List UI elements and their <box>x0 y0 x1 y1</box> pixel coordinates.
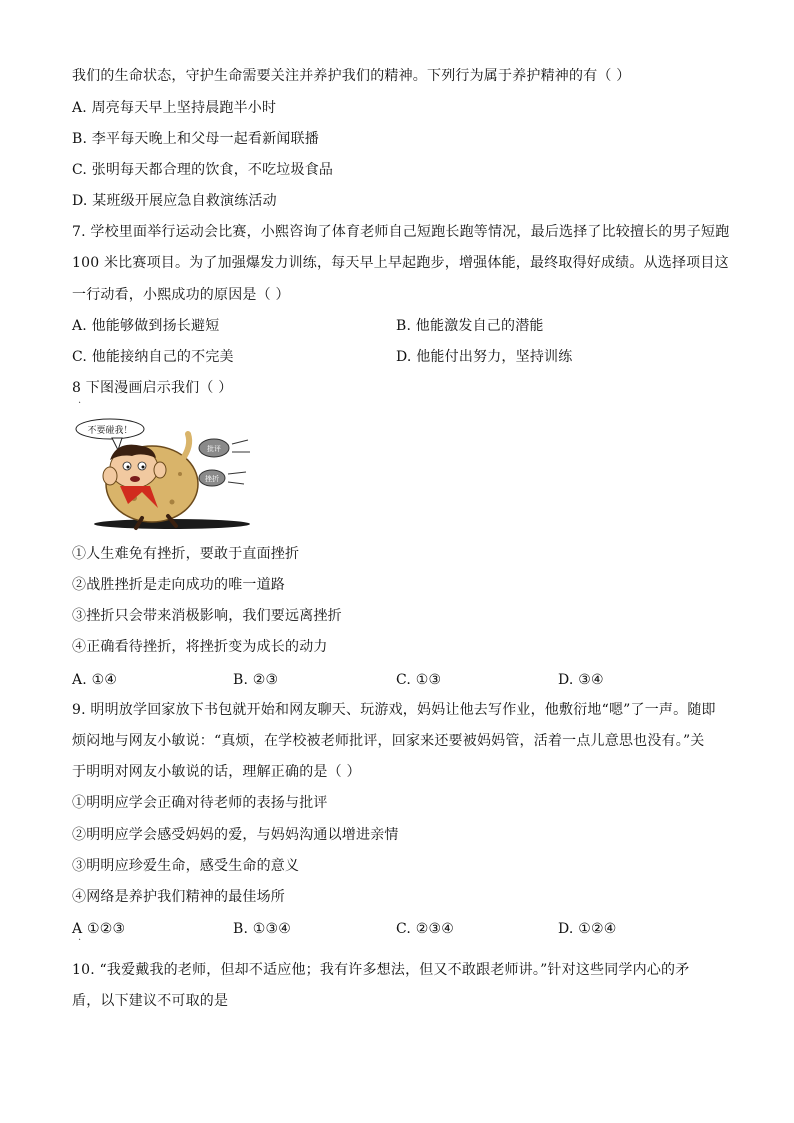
exam-page: 我们的生命状态，守护生命需要关注并养护我们的精神。下列行为属于养护精神的有（ ） A. 周亮每天早上坚持晨跑半小时 B. 李平每天晚上和父母一起看新闻联播 C. 张明每天都合理的饮食，不吃垃圾食品 D. 某班级开展应急自救演练活动 7. 学校里面举行运动会比赛，小熙咨询了体育老师自己短跑长跑等情况，最后选择了比较擅长的男子短跑 100 米比赛项目。为了加强爆发力训练，每天早上早起跑步，增强体能，最终取得好成绩。从选择项目这 一行动看，小熙成功的原因是（ ） A. 他能够做到扬长避短 B. 他能激发自己的潜能 C. 他能接纳自己的不完美 D. 他能付出努力，坚持训练 8 下图漫画启示我们（ ） · 不要碰我！ 批评 挫折 ①人生难免有挫折，要敢于直面挫折 ②战胜挫折是走向成功的唯一道路 ③挫折只会带来消极影响，我们要远离挫折 ④正确看待挫折，将挫折变为成长的动力 A. ①④ B. ②③ C. ①③ D. ③④ 9. 明明放学回家放下书包就开始和网友聊天、玩游戏，妈妈让他去写作业，他敷衍地“嗯”了一声。随即 烦闷地与网友小敏说：“真烦，在学校被老师批评，回家来还要被妈妈管，活着一点儿意思也没有。”关 于明明对网友小敏说的话，理解正确的是（ ） ①明明应学会正确对待老师的表扬与批评 ②明明应学会感受妈妈的爱，与妈妈沟通以增进亲情 ③明明应珍爱生命，感受生命的意义 ④网络是养护我们精神的最佳场所 A ①②③ B. ①③④ C. ②③④ D. ①②④ · 10. “我爱戴我的老师，但却不适应他；我有许多想法，但又不敢跟老师讲。”针对这些同学内心的矛 盾，以下建议不可取的是 <box>72 68 730 1009</box>
q7-option-d: D. 他能付出努力，坚持训练 <box>396 349 573 365</box>
q8-statement-3: ③挫折只会带来消极影响，我们要远离挫折 <box>72 608 342 624</box>
q7-option-b: B. 他能激发自己的潜能 <box>396 318 544 334</box>
mouth <box>130 476 140 482</box>
q9-stem-line3: 于明明对网友小敏说的话，理解正确的是（ ） <box>72 764 361 780</box>
q6-option-d: D. 某班级开展应急自救演练活动 <box>72 193 277 209</box>
cartoon-image <box>72 416 252 534</box>
q8-statement-2: ②战胜挫折是走向成功的唯一道路 <box>72 577 285 593</box>
q10-stem-line2: 盾，以下建议不可取的是 <box>72 993 229 1009</box>
q8-option-b: B. ②③ <box>233 672 279 688</box>
q9-option-a: A ①②③ <box>72 921 126 937</box>
q7-option-a: A. 他能够做到扬长避短 <box>72 318 220 334</box>
q7-stem-line1: 7. 学校里面举行运动会比赛，小熙咨询了体育老师自己短跑长跑等情况，最后选择了比较擅长的男子短跑 <box>72 224 730 240</box>
q6-option-a: A. 周亮每天早上坚持晨跑半小时 <box>72 100 277 116</box>
q8-option-a: A. ①④ <box>72 672 118 688</box>
q8-stem: 8 下图漫画启示我们（ ） <box>72 380 233 396</box>
speech-text: 不要碰我！ <box>87 426 133 436</box>
q9-statement-3: ③明明应珍爱生命，感受生命的意义 <box>72 858 300 874</box>
stray-dot: · <box>78 398 82 409</box>
q7-option-c: C. 他能接纳自己的不完美 <box>72 349 234 365</box>
q9-statement-1: ①明明应学会正确对待老师的表扬与批评 <box>72 795 328 811</box>
q6-option-c: C. 张明每天都合理的饮食，不吃垃圾食品 <box>72 162 334 178</box>
q9-stem-line2: 烦闷地与网友小敏说：“真烦，在学校被老师批评，回家来还要被妈妈管，活着一点儿意思也没有。”关 <box>72 733 705 749</box>
q10-stem-line1: 10. “我爱戴我的老师，但却不适应他；我有许多想法，但又不敢跟老师讲。”针对这些同学内心的矛 <box>72 962 690 978</box>
q9-stem-line1: 9. 明明放学回家放下书包就开始和网友聊天、玩游戏，妈妈让他去写作业，他敷衍地“嗯”了一声。随即 <box>72 702 716 718</box>
q6-stem: 我们的生命状态，守护生命需要关注并养护我们的精神。下列行为属于养护精神的有（ ） <box>72 68 631 84</box>
q8-statement-4: ④正确看待挫折，将挫折变为成长的动力 <box>72 639 328 655</box>
q7-stem-line3: 一行动看，小熙成功的原因是（ ） <box>72 287 290 303</box>
q8-option-c: C. ①③ <box>396 672 442 688</box>
q9-option-b: B. ①③④ <box>233 921 292 937</box>
q9-statement-2: ②明明应学会感受妈妈的爱，与妈妈沟通以增进亲情 <box>72 827 399 843</box>
q9-option-d: D. ①②④ <box>558 921 617 937</box>
q8-statement-1: ①人生难免有挫折，要敢于直面挫折 <box>72 546 300 562</box>
svg-text:挫折: 挫折 <box>205 475 219 483</box>
q9-option-c: C. ②③④ <box>396 921 454 937</box>
q9-statement-4: ④网络是养护我们精神的最佳场所 <box>72 889 285 905</box>
svg-text:批评: 批评 <box>207 445 221 453</box>
q6-option-b: B. 李平每天晚上和父母一起看新闻联播 <box>72 131 319 147</box>
motion-lines <box>228 440 250 484</box>
q7-stem-line2: 100 米比赛项目。为了加强爆发力训练，每天早上早起跑步，增强体能，最终取得好成绩。从选择项目这 <box>72 255 729 271</box>
q8-option-d: D. ③④ <box>558 672 604 688</box>
